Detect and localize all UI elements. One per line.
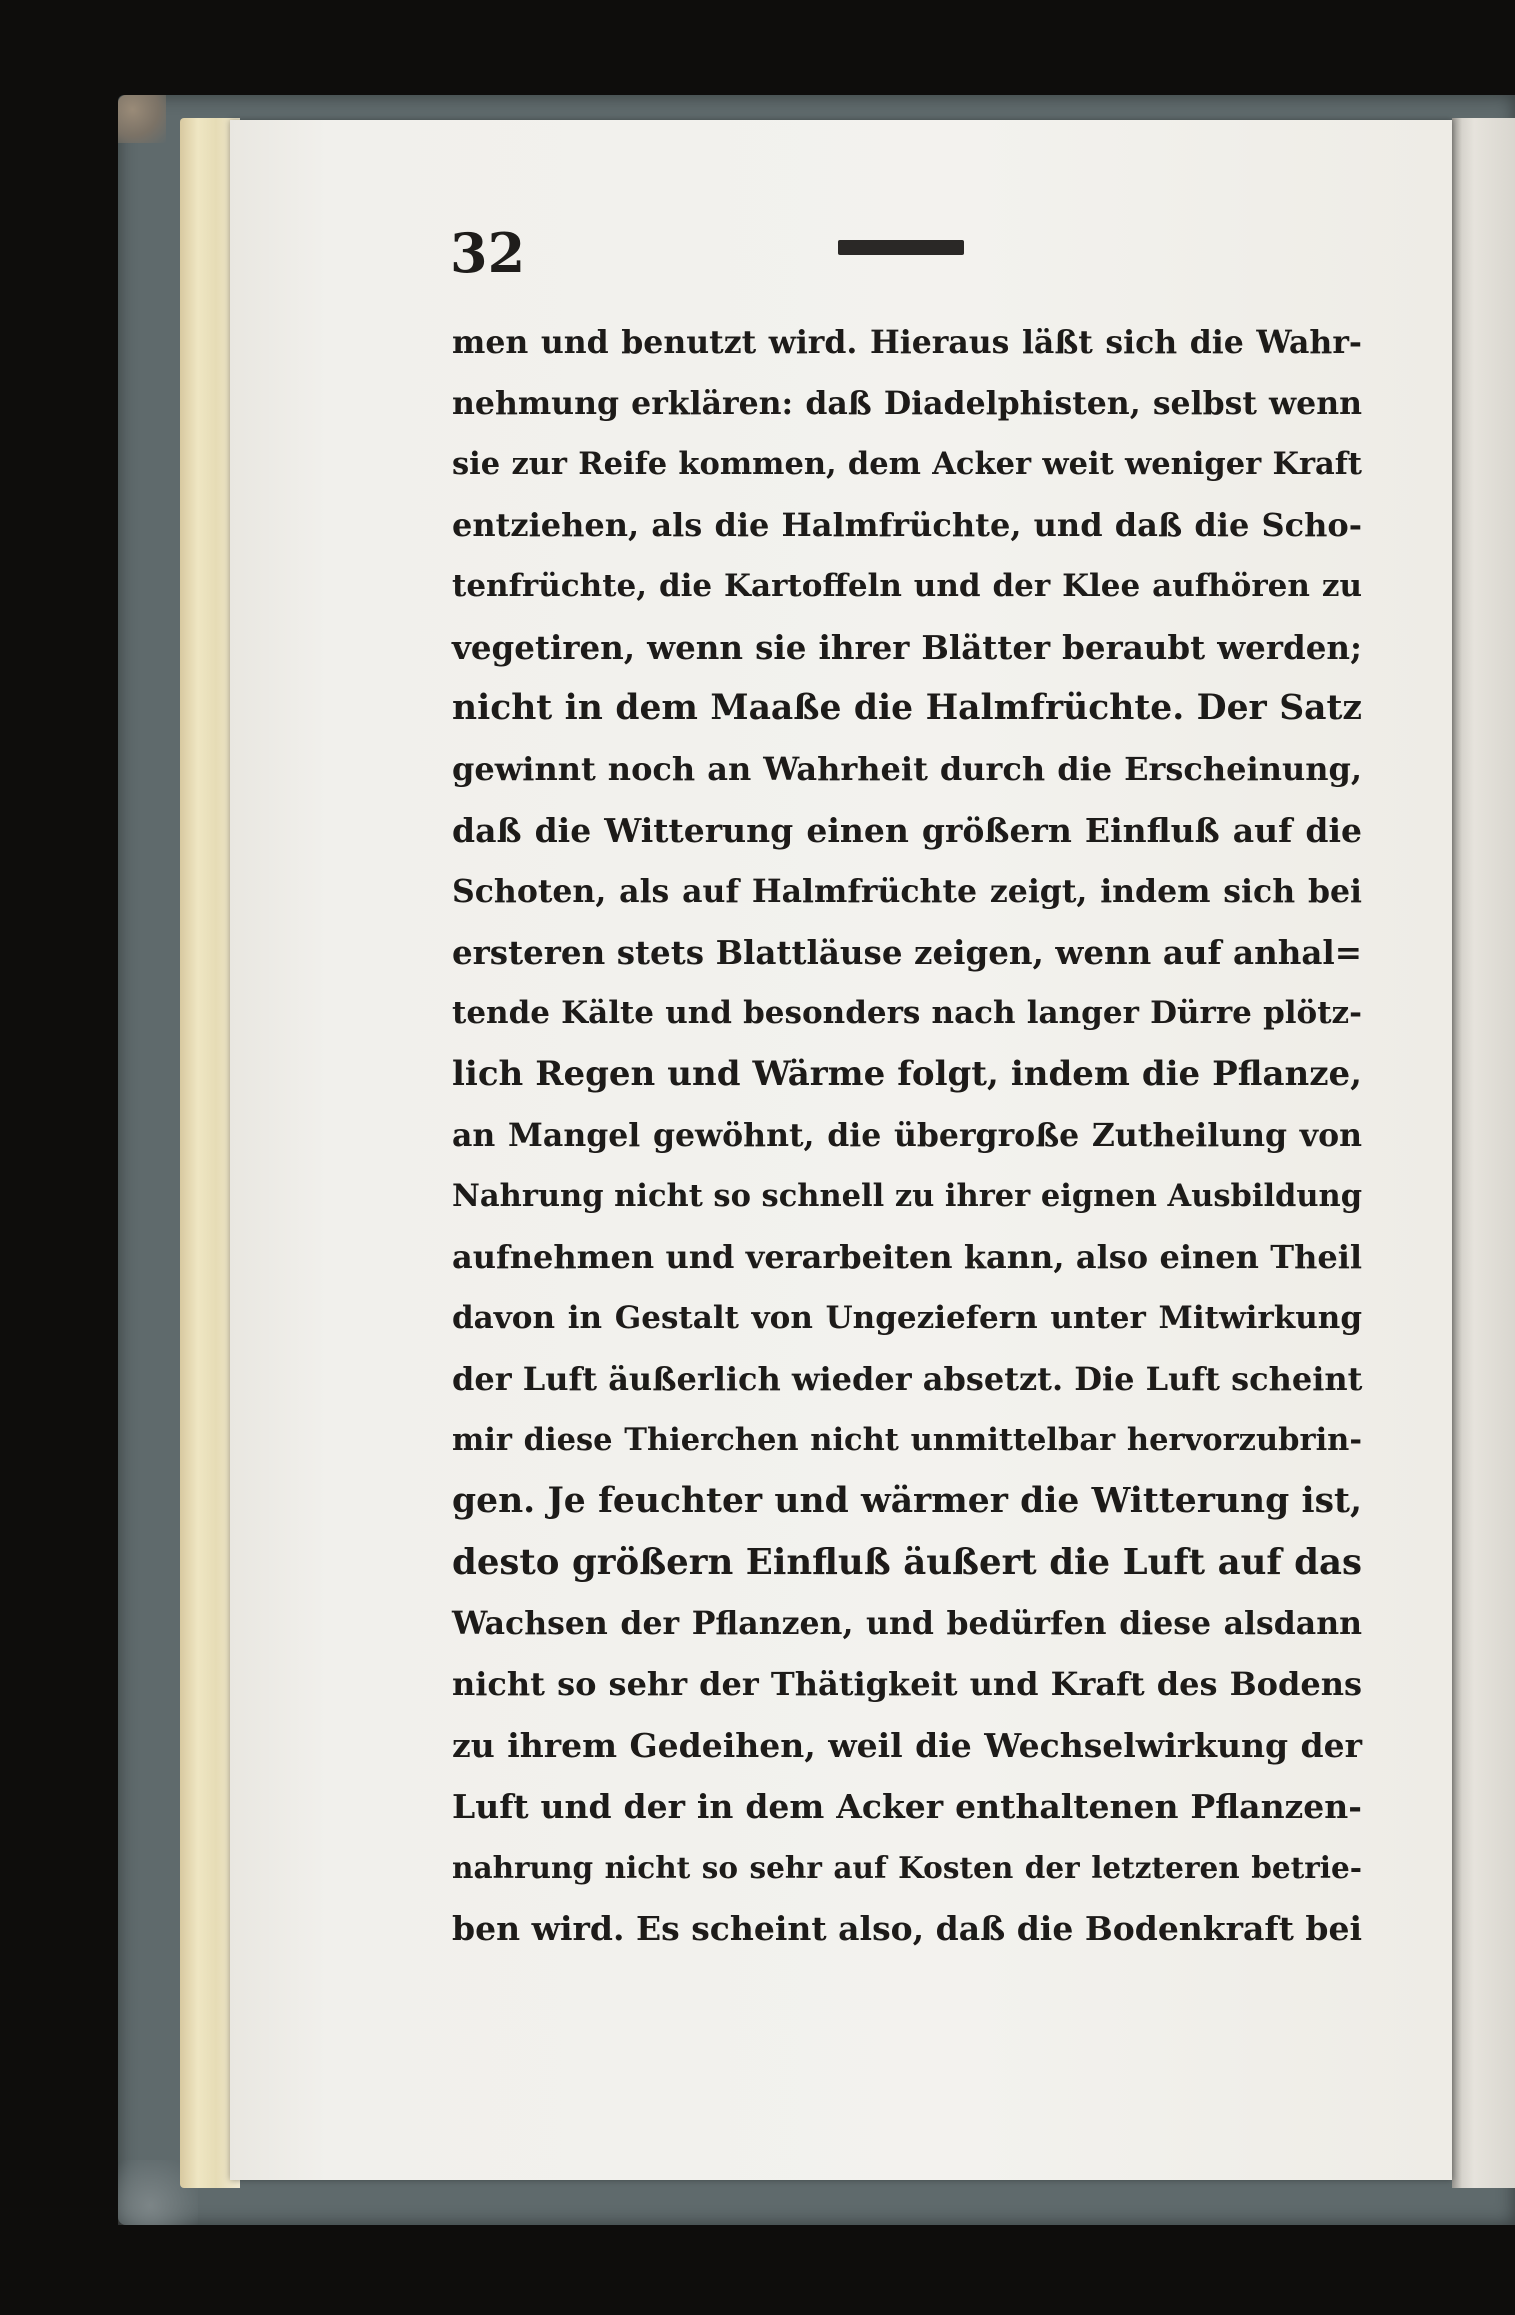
text-line: nahrung nicht so sehr auf Kosten der letzteren betrie- xyxy=(452,1850,1362,1885)
text-line: vegetiren, wenn sie ihrer Blätter beraubt werden; xyxy=(452,628,1362,667)
text-line: ersteren stets Blattläuse zeigen, wenn auf anhal= xyxy=(452,933,1362,972)
text-line: Schoten, als auf Halmfrüchte zeigt, indem sich bei xyxy=(452,873,1362,910)
worn-cover-corner xyxy=(118,95,166,143)
page-number: 32 xyxy=(450,221,526,285)
body-text xyxy=(452,312,1362,1982)
text-line: daß die Witterung einen größern Einfluß auf die xyxy=(452,811,1362,850)
text-line: Nahrung nicht so schnell zu ihrer eignen Ausbildung xyxy=(452,1178,1363,1214)
text-line: Wachsen der Pflanzen, und bedürfen diese alsdann xyxy=(452,1605,1362,1642)
text-line: gewinnt noch an Wahrheit durch die Erscheinung, xyxy=(452,750,1362,788)
text-line: davon in Gestalt von Ungeziefern unter Mitwirkung xyxy=(452,1300,1362,1336)
text-line: nehmung erklären: daß Diadelphisten, selbst wenn xyxy=(452,385,1362,422)
text-line: aufnehmen und verarbeiten kann, also einen Theil xyxy=(452,1238,1362,1276)
text-line: men und benutzt wird. Hieraus läßt sich die Wahr- xyxy=(452,324,1362,361)
text-line: an Mangel gewöhnt, die übergroße Zutheilung von xyxy=(452,1117,1362,1154)
header-ornament xyxy=(838,240,964,255)
text-line: tenfrüchte, die Kartoffeln und der Klee aufhören zu xyxy=(452,568,1362,604)
text-line: ben wird. Es scheint also, daß die Bodenkraft bei xyxy=(452,1909,1362,1948)
text-line: sie zur Reife kommen, dem Acker weit weniger Kraft xyxy=(452,446,1362,482)
text-line: nicht in dem Maaße die Halmfrüchte. Der Satz xyxy=(452,688,1362,728)
text-line: nicht so sehr der Thätigkeit und Kraft des Bodens xyxy=(452,1665,1362,1703)
text-line: der Luft äußerlich wieder absetzt. Die Luft scheint xyxy=(452,1360,1363,1398)
text-line: tende Kälte und besonders nach langer Dürre plötz- xyxy=(452,995,1362,1031)
text-line: lich Regen und Wärme folgt, indem die Pflanze, xyxy=(452,1054,1362,1094)
text-line: mir diese Thierchen nicht unmittelbar hervorzubrin- xyxy=(452,1422,1362,1458)
text-line: desto größern Einfluß äußert die Luft auf das xyxy=(452,1542,1362,1583)
text-line: zu ihrem Gedeihen, weil die Wechselwirkung der xyxy=(452,1726,1362,1765)
text-line: gen. Je feuchter und wärmer die Witterung ist, xyxy=(452,1481,1362,1521)
text-line: Luft und der in dem Acker enthaltenen Pflanzen- xyxy=(452,1787,1362,1826)
gutter-shadow xyxy=(1452,118,1462,2188)
text-line: entziehen, als die Halmfrüchte, und daß die Scho- xyxy=(452,506,1362,544)
